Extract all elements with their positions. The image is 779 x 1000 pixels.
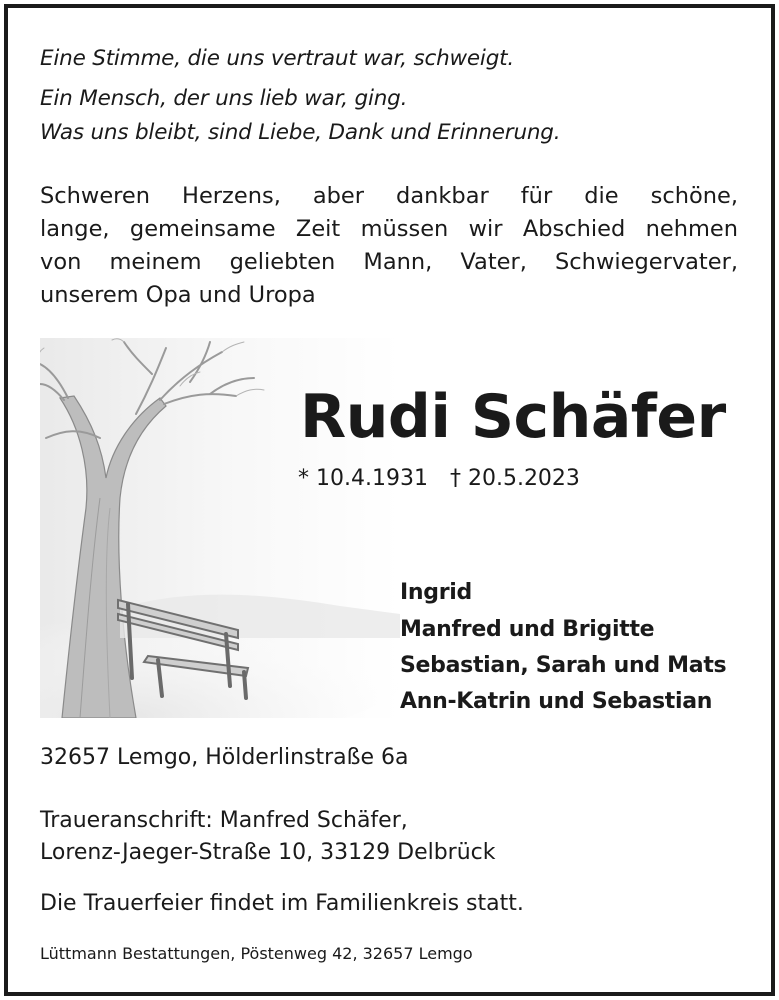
family-member: Sebastian, Sarah und Mats xyxy=(400,653,727,678)
intro-paragraph xyxy=(40,180,738,312)
mourning-address-line: Traueranschrift: Manfred Schäfer, xyxy=(40,808,408,833)
intro-line: von meinem geliebten Mann, Vater, Schwiegervater, xyxy=(40,249,738,275)
intro-line: lange, gemeinsame Zeit müssen wir Abschied nehmen xyxy=(40,216,738,242)
family-member: Ingrid xyxy=(400,580,472,605)
family-member: Manfred und Brigitte xyxy=(400,617,655,642)
home-address: 32657 Lemgo, Hölderlinstraße 6a xyxy=(40,745,409,770)
death-date: † 20.5.2023 xyxy=(449,466,580,491)
intro-line: unserem Opa und Uropa xyxy=(40,282,316,308)
verse-line: Ein Mensch, der uns lieb war, ging. xyxy=(40,86,408,111)
undertaker-info: Lüttmann Bestattungen, Pöstenweg 42, 32657 Lemgo xyxy=(40,944,473,963)
mourning-address-line: Lorenz-Jaeger-Straße 10, 33129 Delbrück xyxy=(40,840,496,865)
verse-line: Was uns bleibt, sind Liebe, Dank und Erinnerung. xyxy=(40,120,561,145)
family-member: Ann-Katrin und Sebastian xyxy=(400,689,713,714)
intro-line: Schweren Herzens, aber dankbar für die schöne, xyxy=(40,183,738,209)
verse-line: Eine Stimme, die uns vertraut war, schweigt. xyxy=(40,46,515,71)
life-dates xyxy=(298,466,580,491)
birth-date: * 10.4.1931 xyxy=(298,466,428,491)
ceremony-note: Die Trauerfeier findet im Familienkreis statt. xyxy=(40,891,524,916)
deceased-name: Rudi Schäfer xyxy=(300,382,726,452)
